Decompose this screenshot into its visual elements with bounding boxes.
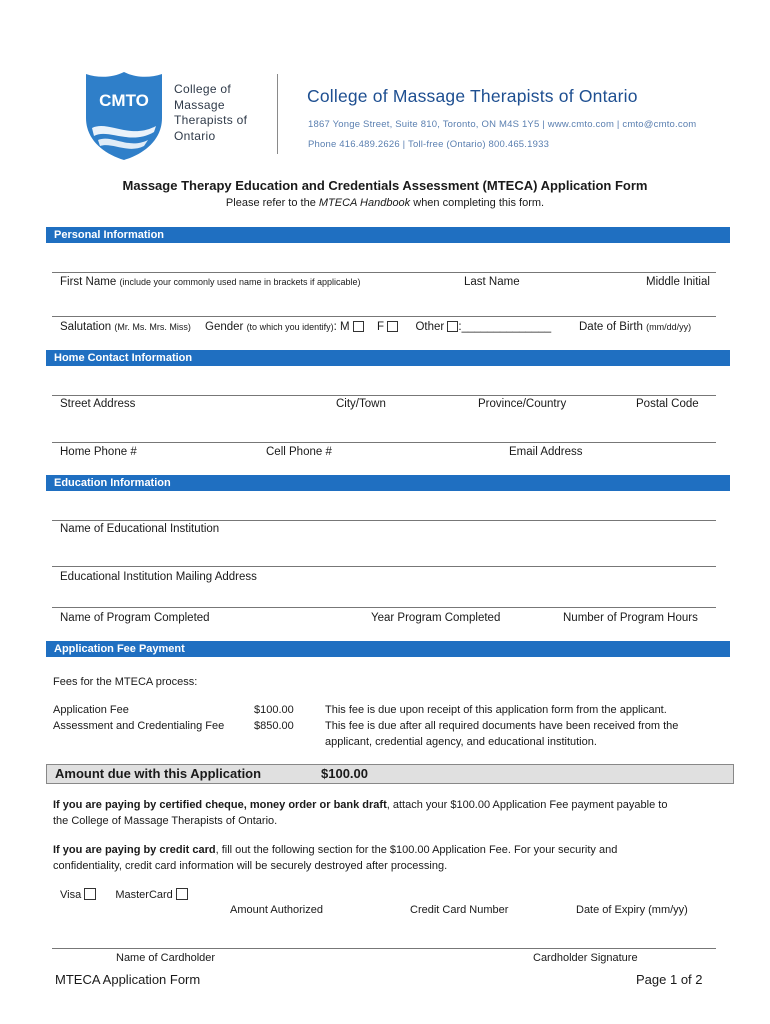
visa-label: Visa: [60, 889, 82, 901]
province-field[interactable]: Province/Country: [478, 398, 567, 410]
handbook-title: MTECA Handbook: [318, 197, 411, 209]
header-divider: [277, 74, 278, 154]
section-personal-information: Personal Information: [46, 227, 730, 243]
field-line: [52, 316, 716, 317]
dob-label: Date of Birth: [579, 321, 643, 333]
org-address: 1867 Yonge Street, Suite 810, Toronto, ON M4S 1Y5 | www.cmto.com | cmto@cmto.com: [308, 119, 697, 130]
logo-wordmark: [174, 82, 247, 144]
field-line: [52, 442, 716, 443]
cardholder-name-field[interactable]: Name of Cardholder: [116, 952, 216, 964]
amount-authorized-field[interactable]: Amount Authorized: [230, 904, 323, 916]
gender-female-checkbox[interactable]: [387, 321, 398, 332]
logo-line: College of: [174, 82, 232, 96]
org-name: College of Massage Therapists of Ontario: [307, 86, 638, 106]
first-name-label: First Name: [60, 276, 117, 288]
middle-initial-field[interactable]: Middle Initial: [646, 276, 710, 288]
logo-line: Therapists of: [174, 113, 248, 127]
fee-assessment-label: Assessment and Credentialing Fee: [53, 720, 225, 732]
institution-name-field[interactable]: Name of Educational Institution: [60, 523, 220, 535]
field-line: [52, 566, 716, 567]
gender-other-label: Other: [415, 321, 445, 333]
form-title: Massage Therapy Education and Credentials Assessment (MTECA) Application Form: [122, 178, 648, 193]
amount-due-value: $100.00: [321, 766, 368, 781]
salutation-field[interactable]: [60, 321, 191, 333]
form-subtitle: [0, 197, 770, 209]
cc-bold: If you are paying by credit card: [53, 844, 216, 856]
fee-application-amount: $100.00: [254, 704, 294, 716]
cc-rest: , fill out the following section for the $100.00 Application Fee. For your security and: [215, 844, 618, 856]
dob-note: (mm/dd/yy): [646, 322, 692, 332]
date-of-birth-field[interactable]: [579, 321, 691, 333]
field-line: [52, 948, 716, 949]
street-address-field[interactable]: Street Address: [60, 398, 136, 410]
field-line: [52, 395, 716, 396]
mastercard-checkbox[interactable]: [176, 888, 188, 900]
gender-male-checkbox[interactable]: [353, 321, 364, 332]
last-name-field[interactable]: Last Name: [464, 276, 520, 288]
logo-line: Ontario: [174, 128, 216, 143]
org-phone: Phone 416.489.2626 | Toll-free (Ontario) 800.465.1933: [308, 139, 550, 150]
first-name-note: (include your commonly used name in brackets if applicable): [119, 277, 361, 287]
gender-other-checkbox[interactable]: [447, 321, 458, 332]
fees-intro: Fees for the MTECA process:: [53, 676, 198, 688]
home-phone-field[interactable]: Home Phone #: [60, 446, 137, 458]
cheque-rest: , attach your $100.00 Application Fee payment payable to: [386, 799, 668, 811]
cheque-bold: If you are paying by certified cheque, money order or bank draft: [53, 799, 387, 811]
card-type-group: [60, 888, 188, 901]
salutation-label: Salutation: [60, 321, 112, 333]
email-field[interactable]: Email Address: [509, 446, 583, 458]
fee-assessment-desc: This fee is due after all required documents have been received from the: [325, 720, 679, 732]
cell-phone-field[interactable]: Cell Phone #: [266, 446, 332, 458]
card-number-field[interactable]: Credit Card Number: [410, 904, 509, 916]
first-name-field[interactable]: [60, 276, 361, 288]
program-year-field[interactable]: Year Program Completed: [371, 612, 501, 624]
credit-card-instructions: [53, 842, 733, 874]
cheque-line2: the College of Massage Therapists of Ontario.: [53, 815, 278, 827]
cheque-instructions: [53, 797, 733, 829]
gender-label: Gender: [205, 321, 244, 333]
logo-abbr: CMTO: [99, 91, 149, 110]
cardholder-signature-field[interactable]: Cardholder Signature: [533, 952, 638, 964]
postal-code-field[interactable]: Postal Code: [636, 398, 699, 410]
subtitle-suffix: when completing this form.: [410, 197, 545, 209]
program-name-field[interactable]: Name of Program Completed: [60, 612, 210, 624]
gender-female-label: F: [377, 321, 385, 333]
mastercard-label: MasterCard: [115, 889, 173, 901]
field-line: [52, 272, 716, 273]
city-field[interactable]: City/Town: [336, 398, 386, 410]
institution-address-field[interactable]: Educational Institution Mailing Address: [60, 571, 257, 583]
visa-checkbox[interactable]: [84, 888, 96, 900]
subtitle-prefix: Please refer to the: [225, 197, 319, 209]
fee-application-desc: This fee is due upon receipt of this application form from the applicant.: [325, 704, 667, 716]
gender-group: [205, 321, 551, 333]
footer-page-number: Page 1 of 2: [636, 972, 703, 987]
gender-note: (to which you identify): [246, 322, 334, 332]
section-home-contact-information: Home Contact Information: [46, 350, 730, 366]
cc-line2: confidentiality, credit card information will be securely destroyed after processing.: [53, 860, 448, 872]
logo-line: Massage: [174, 97, 225, 112]
field-line: [52, 607, 716, 608]
section-application-fee-payment: Application Fee Payment: [46, 641, 730, 657]
card-expiry-field[interactable]: Date of Expiry (mm/yy): [576, 904, 688, 916]
cmto-logo-shield: [84, 70, 164, 162]
section-education-information: Education Information: [46, 475, 730, 491]
field-line: [52, 520, 716, 521]
amount-due-label: Amount due with this Application: [55, 766, 262, 781]
gender-other-blank[interactable]: :______________: [458, 321, 552, 333]
footer-form-name: MTECA Application Form: [55, 972, 201, 987]
salutation-note: (Mr. Ms. Mrs. Miss): [114, 322, 191, 332]
fee-assessment-amount: $850.00: [254, 720, 294, 732]
program-hours-field[interactable]: Number of Program Hours: [563, 612, 698, 624]
fee-application-label: Application Fee: [53, 704, 129, 716]
gender-male-label: : M: [333, 321, 350, 333]
fee-assessment-desc-cont: applicant, credential agency, and educational institution.: [325, 736, 597, 748]
